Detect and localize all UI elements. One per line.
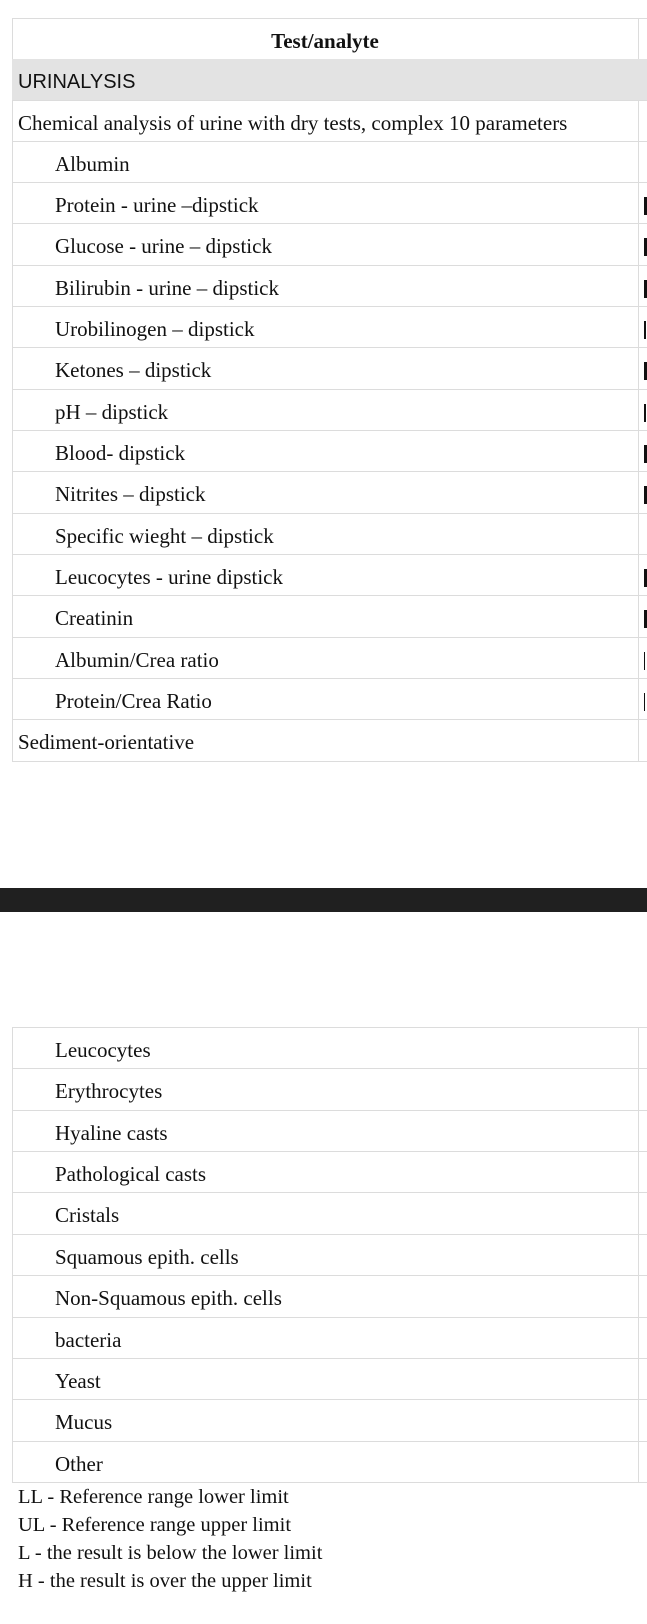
row-divider — [12, 637, 647, 638]
table-2-left-border — [12, 1027, 13, 1482]
row-divider — [12, 1234, 647, 1235]
table-1-bottom-border — [12, 761, 647, 762]
row-divider — [12, 595, 647, 596]
sediment-pathological-casts: Pathological casts — [55, 1162, 207, 1186]
row-divider — [12, 430, 647, 431]
row-divider — [12, 1317, 647, 1318]
cropped-value-mark — [644, 652, 645, 670]
analyte-urobilinogen-dipstick: Urobilinogen – dipstick — [55, 317, 255, 341]
row-divider — [12, 1358, 647, 1359]
row-divider — [12, 1110, 647, 1111]
analyte-blood-dipstick: Blood- dipstick — [55, 441, 186, 465]
legend-ll: LL - Reference range lower limit — [18, 1486, 289, 1508]
row-divider — [12, 141, 647, 142]
sediment-bacteria: bacteria — [55, 1328, 122, 1352]
row-divider — [12, 1192, 647, 1193]
table-2-column-divider — [638, 1027, 639, 1482]
sediment-other: Other — [55, 1452, 103, 1476]
row-divider — [12, 347, 647, 348]
analyte-albumin: Albumin — [55, 152, 130, 176]
row-divider — [12, 1275, 647, 1276]
subsection-title: Chemical analysis of urine with dry tests, complex 10 parameters — [18, 111, 568, 135]
legend-ul: UL - Reference range upper limit — [18, 1514, 292, 1536]
sediment-non-squamous-epith-cells: Non-Squamous epith. cells — [55, 1286, 282, 1310]
row-divider — [12, 389, 647, 390]
sediment-erythrocytes: Erythrocytes — [55, 1079, 163, 1103]
row-divider — [12, 1441, 647, 1442]
analyte-protein-urine-dipstick: Protein - urine –dipstick — [55, 193, 259, 217]
row-divider — [12, 223, 647, 224]
analyte-albumin-crea-ratio: Albumin/Crea ratio — [55, 648, 219, 672]
table-1-top-border — [12, 18, 647, 19]
table-2-top-border — [12, 1027, 647, 1028]
sediment-cristals: Cristals — [55, 1203, 120, 1227]
analyte-glucose-urine-dipstick: Glucose - urine – dipstick — [55, 234, 272, 258]
row-divider — [12, 719, 647, 720]
analyte-nitrites-dipstick: Nitrites – dipstick — [55, 482, 206, 506]
analyte-leucocytes-urine-dipstick: Leucocytes - urine dipstick — [55, 565, 284, 589]
sediment-mucus: Mucus — [55, 1410, 113, 1434]
row-divider — [12, 678, 647, 679]
analyte-ketones-dipstick: Ketones – dipstick — [55, 358, 212, 382]
analyte-creatinin: Creatinin — [55, 606, 134, 630]
row-divider — [12, 265, 647, 266]
row-divider — [12, 306, 647, 307]
sediment-hyaline-casts: Hyaline casts — [55, 1121, 168, 1145]
analyte-specific-weight-dipstick: Specific wieght – dipstick — [55, 524, 274, 548]
analyte-bilirubin-urine-dipstick: Bilirubin - urine – dipstick — [55, 276, 279, 300]
row-divider — [12, 1399, 647, 1400]
legend-h: H - the result is over the upper limit — [18, 1570, 312, 1592]
row-divider — [12, 471, 647, 472]
section-title-urinalysis: URINALYSIS — [18, 71, 136, 93]
cropped-value-mark — [644, 693, 645, 711]
row-divider — [12, 513, 647, 514]
analyte-ph-dipstick: pH – dipstick — [55, 400, 169, 424]
section-title-sediment: Sediment-orientative — [18, 730, 195, 754]
cropped-value-mark — [644, 321, 646, 339]
separator-bar — [0, 888, 647, 912]
sediment-yeast: Yeast — [55, 1369, 101, 1393]
cropped-value-mark — [644, 404, 646, 422]
sediment-leucocytes: Leucocytes — [55, 1038, 151, 1062]
sediment-squamous-epith-cells: Squamous epith. cells — [55, 1245, 239, 1269]
row-divider — [12, 554, 647, 555]
column-header-test-analyte: Test/analyte — [271, 29, 379, 53]
row-divider — [12, 1151, 647, 1152]
analyte-protein-crea-ratio: Protein/Crea Ratio — [55, 689, 212, 713]
row-divider — [12, 1068, 647, 1069]
row-divider — [12, 100, 647, 101]
legend-l: L - the result is below the lower limit — [18, 1542, 323, 1564]
row-divider — [12, 182, 647, 183]
